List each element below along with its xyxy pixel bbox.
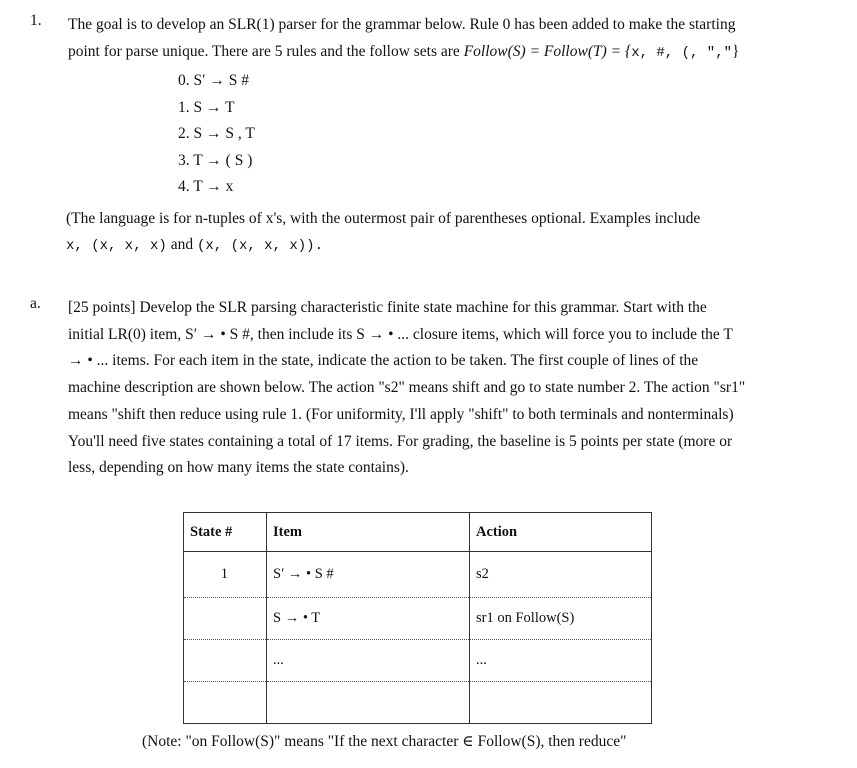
follow-expression: Follow(S) = Follow(T) = { xyxy=(463,42,632,60)
language-note-line-2 xyxy=(66,232,700,259)
cell-state xyxy=(184,682,267,724)
table-row xyxy=(184,552,652,598)
part-a-text xyxy=(68,295,745,482)
table-row xyxy=(184,598,652,640)
header-state: State # xyxy=(184,513,267,552)
footnote: (Note: "on Follow(S)" means "If the next character ∈ Follow(S), then reduce" xyxy=(142,733,627,750)
grammar-rule: 2. S → S , T xyxy=(178,125,255,142)
language-note-line-1: (The language is for n-tuples of x's, with the outermost pair of parentheses optional. Examples include xyxy=(66,210,701,227)
problem-number: 1. xyxy=(30,12,42,29)
grammar-rule: 4. T → x xyxy=(178,178,234,195)
part-a-line: means "shift then reduce using rule 1. (For uniformity, I'll apply "shift" to both terminals and nonterminals) xyxy=(68,405,734,423)
cell-item: S′ → • S # xyxy=(267,552,470,598)
cell-action: s2 xyxy=(470,552,652,598)
header-action: Action xyxy=(470,513,652,552)
cell-action: ... xyxy=(470,640,652,682)
table-row xyxy=(184,640,652,682)
part-a-line: → • ... items. For each item in the state, indicate the action to be taken. The first couple of lines of the xyxy=(68,352,699,370)
cell-item: S → • T xyxy=(267,598,470,640)
part-a-line: machine description are shown below. The action "s2" means shift and go to state number 2. The action "sr1" xyxy=(68,379,746,397)
follow-close: } xyxy=(732,42,740,60)
grammar-rule: 1. S → T xyxy=(178,98,235,116)
grammar-rule: 0. S′ → S # xyxy=(178,72,250,89)
cell-item: ... xyxy=(267,640,470,682)
table-header-row xyxy=(184,513,652,552)
language-note xyxy=(66,206,700,259)
cell-action: sr1 on Follow(S) xyxy=(470,598,652,640)
grammar-rules xyxy=(178,68,255,201)
cell-action xyxy=(470,682,652,724)
part-a-line: initial LR(0) item, S′ → • S #, then include its S → • ... closure items, which will force you to include the T xyxy=(68,325,733,343)
cell-state xyxy=(184,640,267,682)
cell-item xyxy=(267,682,470,724)
part-a-line: less, depending on how many items the state contains). xyxy=(68,459,409,477)
table-row xyxy=(184,682,652,724)
part-a-line: [25 points] Develop the SLR parsing characteristic finite state machine for this grammar. Start with the xyxy=(68,299,707,316)
state-machine-table xyxy=(183,512,652,724)
problem-intro xyxy=(68,12,739,66)
intro-line-2 xyxy=(68,39,739,67)
intro-line-1: The goal is to develop an SLR(1) parser for the grammar below. Rule 0 has been added to make the starting xyxy=(68,16,736,33)
header-item: Item xyxy=(267,513,470,552)
example-1: x, (x, x, x) xyxy=(66,238,167,254)
part-a-line: You'll need five states containing a total of 17 items. For grading, the baseline is 5 points per state (more or xyxy=(68,432,733,450)
cell-state: 1 xyxy=(184,552,267,598)
and-text: and xyxy=(166,236,197,253)
intro-line-2-text: point for parse unique. There are 5 rules and the follow sets are xyxy=(68,42,464,60)
cell-state xyxy=(184,598,267,640)
follow-set: x, #, (, "," xyxy=(631,44,733,61)
example-2: (x, (x, x, x)). xyxy=(196,238,323,254)
grammar-rule: 3. T → ( S ) xyxy=(178,151,253,169)
part-a-label: a. xyxy=(30,295,41,312)
